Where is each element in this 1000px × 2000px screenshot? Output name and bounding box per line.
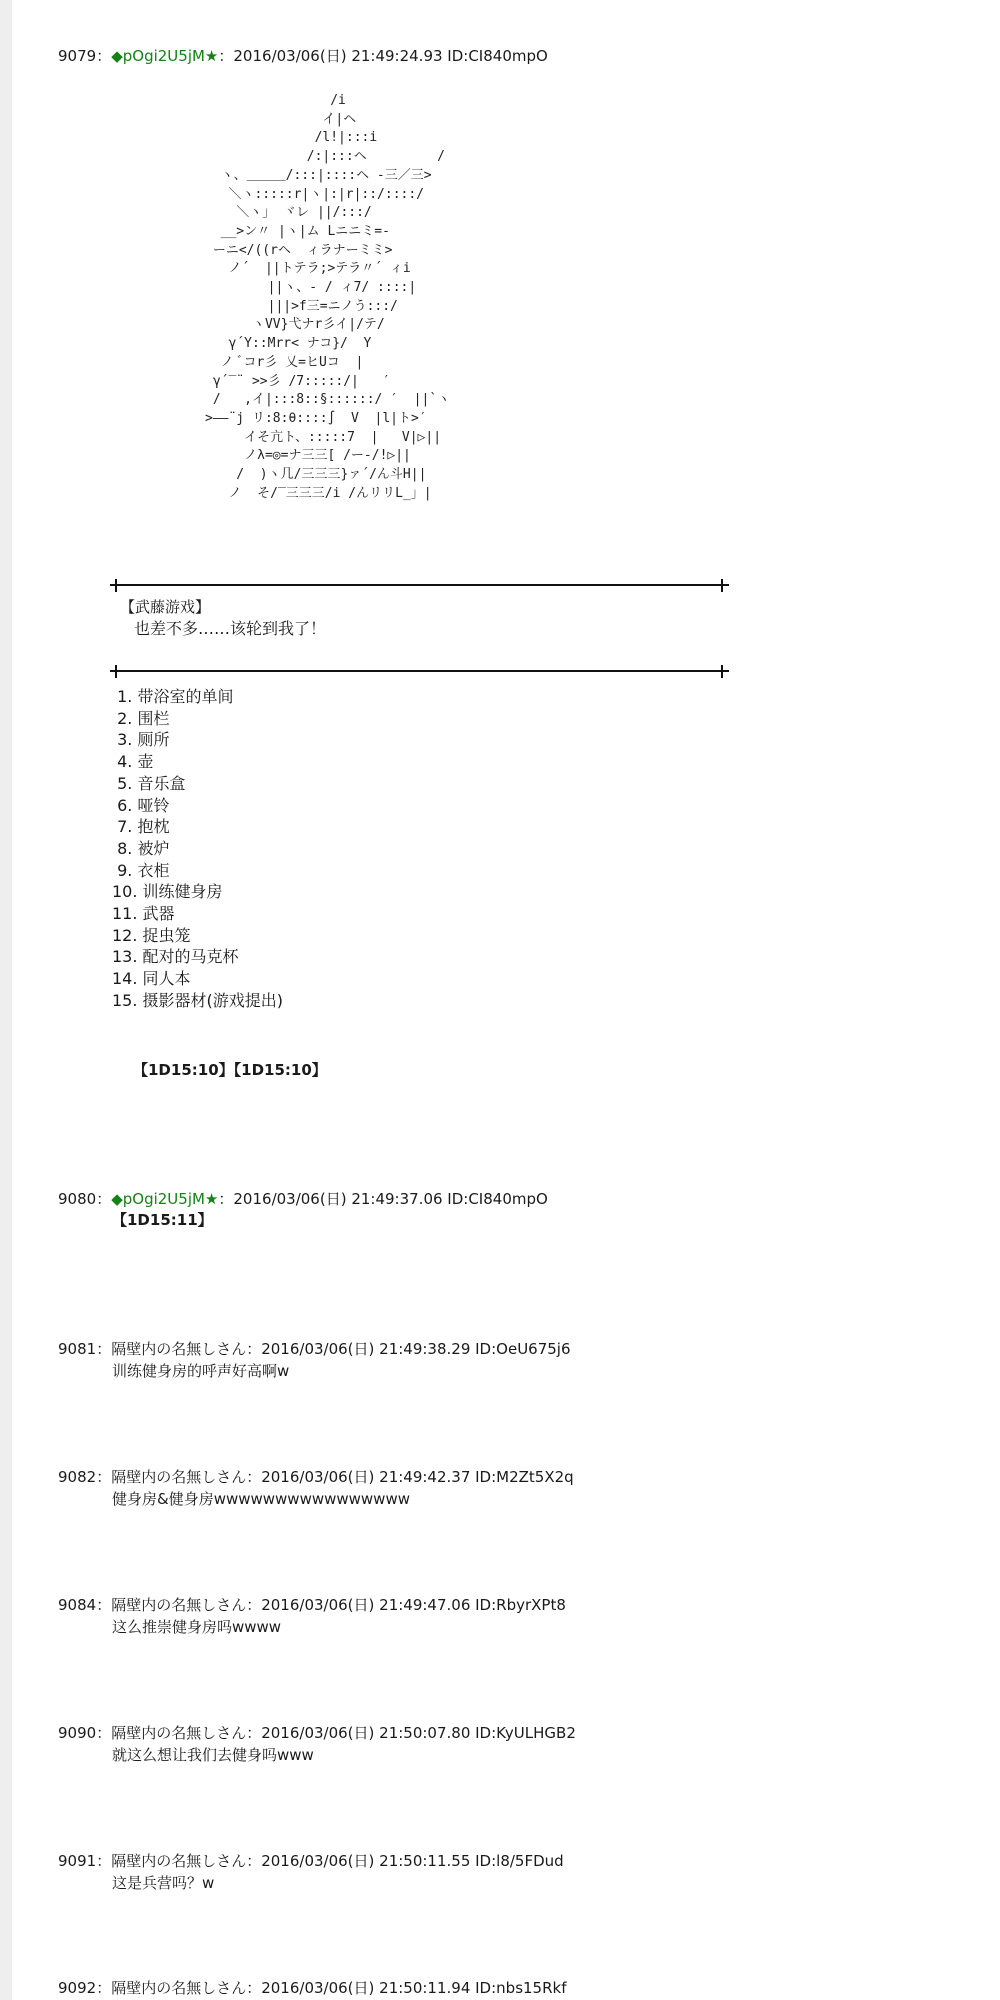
choice-item: 11. 武器 [112,904,175,924]
choice-item: 4. 壶 [112,752,154,772]
post-body-9082: 健身房&健身房wwwwwwwwwwwwwwww [112,1490,410,1508]
post-meta: ：2016/03/06(日) 21:49:38.29 ID:OeU675j6 [246,1340,571,1358]
divider-top-left-cross [110,579,123,592]
poster-name: 隔壁内の名無しさん [111,1468,247,1486]
post-header-9079: 9079：◆pOgi2U5jM★：2016/03/06(日) 21:49:24.93 ID:CI840mpO [58,47,548,65]
post-body-9084: 这么推崇健身房吗wwww [112,1618,282,1636]
poster-name: 隔壁内の名無しさん [111,1340,247,1358]
dice-result: 【1D15:10】【1D15:10】 [133,1061,327,1079]
post-meta: ：2016/03/06(日) 21:49:24.93 ID:CI840mpO [218,47,548,65]
post-meta: ：2016/03/06(日) 21:49:37.06 ID:CI840mpO [218,1190,548,1208]
choice-item: 8. 被炉 [112,838,170,858]
divider-top [113,584,723,586]
choice-item: 3. 厕所 [112,730,170,750]
post-number: 9081 [58,1340,97,1358]
speaker-label: 【武藤游戏】 [120,598,211,616]
post-header-9090: 9090：隔壁内の名無しさん：2016/03/06(日) 21:50:07.80 ID:KyULHGB2 [58,1724,576,1742]
post-header-9091: 9091：隔壁内の名無しさん：2016/03/06(日) 21:50:11.55 ID:l8/5FDud [58,1852,564,1870]
post-number: 9084 [58,1596,97,1614]
choice-item: 7. 抱枕 [112,817,170,837]
post-number: 9079 [58,47,97,65]
post-number: 9082 [58,1468,97,1486]
post-header-9084: 9084：隔壁内の名無しさん：2016/03/06(日) 21:49:47.06 ID:RbyrXPt8 [58,1596,566,1614]
choice-item: 6. 哑铃 [112,795,170,815]
post-body-9081: 训练健身房的呼声好高啊w [112,1362,290,1380]
choice-item: 15. 摄影器材(游戏提出) [112,990,284,1010]
left-margin-bar [0,0,12,2000]
poster-name: 隔壁内の名無しさん [111,1979,247,1997]
post-header-9092: 9092：隔壁内の名無しさん：2016/03/06(日) 21:50:11.94 ID:nbs15Rkf [58,1979,567,1997]
post-number: 9080 [58,1190,97,1208]
post-meta: ：2016/03/06(日) 21:50:11.55 ID:l8/5FDud [246,1852,564,1870]
post-header-9082: 9082：隔壁内の名無しさん：2016/03/06(日) 21:49:42.37 ID:M2Zt5X2q [58,1468,574,1486]
choice-item: 12. 捉虫笼 [112,925,191,945]
post-meta: ：2016/03/06(日) 21:50:11.94 ID:nbs15Rkf [246,1979,567,1997]
poster-trip: ◆pOgi2U5jM★ [111,47,219,65]
divider-bottom [113,670,723,672]
choice-item: 10. 训练健身房 [112,882,223,902]
poster-name: 隔壁内の名無しさん [111,1724,247,1742]
post-number: 9090 [58,1724,97,1742]
post-meta: ：2016/03/06(日) 21:49:42.37 ID:M2Zt5X2q [246,1468,574,1486]
choice-item: 9. 衣柜 [112,860,170,880]
post-meta: ：2016/03/06(日) 21:50:07.80 ID:KyULHGB2 [246,1724,576,1742]
poster-trip: ◆pOgi2U5jM★ [111,1190,219,1208]
poster-name: 隔壁内の名無しさん [111,1852,247,1870]
ascii-art: /i イ|ヘ /l!|:::i /:|:::ヘ / ヽ、＿＿＿/:::|::::ヘ -三／三> ＼ヽ:::::r|ヽ|:|r|::/::::/ ＼ヽ」 ヾレ ||/:::/ __>ン〃 |ヽ|ム Lニニミ=- ーニ</((rヘ ィラナーミミ> ノ´ ||トテラ;>テラ〃´ ィi ||ヽ、- / ィ7/ ::::| |||>f三=ニノう:::/ ヽVV}弋ナr彡イ|/テ/ γ´Y::Mrr< ナコ}/ Y ノ ﾞコr彡 乂=ヒUコ | γ´‾¨ >>彡 /7:::::/| ′ / ,イ|:::8::§::::::/ ′ ||`ヽ >――¨j リ:8:θ::::∫ V |l|ト>′ イそ亢ト、:::::7 | V|▷|| ノλ=◎=ナ三三[ /ー-/!▷|| / )ヽ几/三三三}ァ´/ん斗H|| ノ そ/‾三三三/i /んリリL_」| [205,93,451,501]
speech-line: 也差不多……该轮到我了！ [134,619,327,638]
choice-item: 14. 同人本 [112,969,191,989]
post-body-9090: 就这么想让我们去健身吗www [112,1746,314,1764]
post-number: 9091 [58,1852,97,1870]
choice-item: 2. 围栏 [112,708,170,728]
choice-list [112,686,283,1012]
post-header-9080: 9080：◆pOgi2U5jM★：2016/03/06(日) 21:49:37.06 ID:CI840mpO [58,1190,548,1208]
choice-item: 13. 配对的马克杯 [112,947,239,967]
post-header-9081: 9081：隔壁内の名無しさん：2016/03/06(日) 21:49:38.29 ID:OeU675j6 [58,1340,571,1358]
divider-top-right-cross [716,579,729,592]
poster-name: 隔壁内の名無しさん [111,1596,247,1614]
post-number: 9092 [58,1979,97,1997]
post-body-9080: 【1D15:11】 [112,1211,213,1229]
divider-bottom-left-cross [110,665,123,678]
choice-item: 1. 带浴室的单间 [112,687,234,706]
choice-item: 5. 音乐盒 [112,773,186,793]
post-body-9091: 这是兵营吗？w [112,1874,215,1892]
divider-bottom-right-cross [716,665,729,678]
post-meta: ：2016/03/06(日) 21:49:47.06 ID:RbyrXPt8 [246,1596,566,1614]
